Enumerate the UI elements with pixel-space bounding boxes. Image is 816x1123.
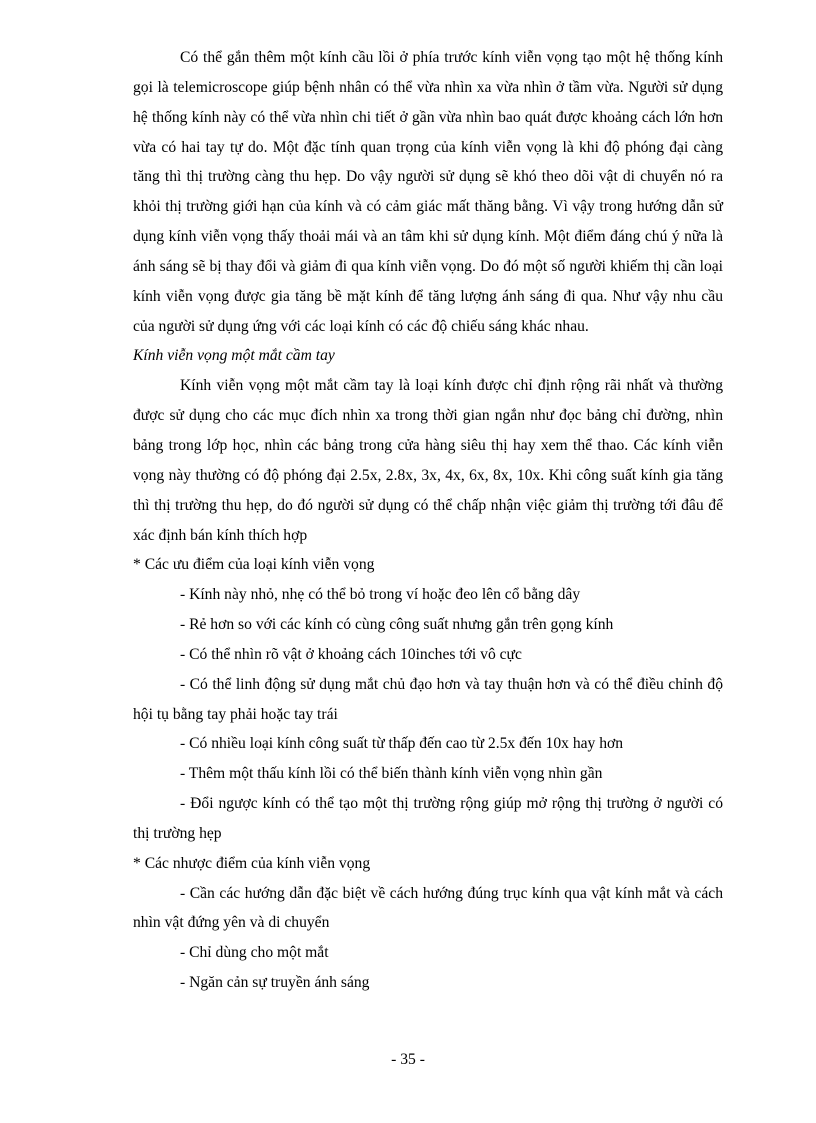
- disadvantages-title: * Các nhược điểm của kính viễn vọng: [133, 854, 371, 872]
- disadvantage-item: - Ngăn cản sự truyền ánh sáng: [180, 974, 370, 992]
- document-page: [133, 43, 723, 998]
- intro-paragraph: Có thể gắn thêm một kính cầu lồi ở phía trước kính viễn vọng tạo một hệ thống kính gọi là telemicroscope giúp bệnh nhân có thể vừa nhìn xa vừa nhìn ở tầm vừa. Người sử dụng hệ thống kính này có thể vừa nhìn chi tiết ở gần vừa nhìn bao quát được khoảng cách lớn hơn vừa có hai tay tự do. Một đặc tính quan trọng của kính viễn vọng là khi độ phóng đại càng tăng thì thị trường càng thu hẹp. Do vậy người sử dụng sẽ khó theo dõi vật di chuyển nó ra khỏi thị trường giới hạn của kính và có cảm giác mất thăng bằng. Vì vậy trong hướng dẫn sử dụng kính viễn vọng thấy thoải mái và an tâm khi sử dụng kính. Một điểm đáng chú ý nữa là ánh sáng sẽ bị thay đổi và giảm đi qua kính viễn vọng. Do đó một số người khiếm thị cần loại kính viễn vọng được gia tăng bề mặt kính để tăng lượng ánh sáng đi qua. Như vậy nhu cầu của người sử dụng ứng với các loại kính có các độ chiếu sáng khác nhau.: [133, 49, 723, 335]
- advantages-title: * Các ưu điểm của loại kính viễn vọng: [133, 556, 375, 574]
- section-heading: Kính viễn vọng một mắt cầm tay: [133, 347, 335, 365]
- advantage-item: - Có thể nhìn rõ vật ở khoảng cách 10inches tới vô cực: [180, 645, 522, 663]
- advantage-item: - Thêm một thấu kính lồi có thể biến thành kính viễn vọng nhìn gần: [180, 765, 603, 783]
- advantages-list: [133, 580, 723, 849]
- disadvantage-item: - Chỉ dùng cho một mắt: [180, 944, 329, 962]
- disadvantages-list: [133, 879, 723, 998]
- section-paragraph: Kính viễn vọng một mắt cầm tay là loại kính được chỉ định rộng rãi nhất và thường được sử dụng cho các mục đích nhìn xa trong thời gian ngắn như đọc bảng chỉ đường, nhìn bảng trong lớp học, nhìn các bảng trong cửa hàng siêu thị hay xem thể thao. Các kính viễn vọng này thường có độ phóng đại 2.5x, 2.8x, 3x, 4x, 6x, 8x, 10x. Khi công suất kính gia tăng thì thị trường thu hẹp, do đó người sử dụng có thể chấp nhận việc giảm thị trường tới đâu để xác định bán kính thích hợp: [133, 377, 723, 544]
- advantage-item: - Đổi ngược kính có thể tạo một thị trường rộng giúp mở rộng thị trường ở người có thị trường hẹp: [133, 795, 723, 842]
- advantage-item: - Rẻ hơn so với các kính có cùng công suất nhưng gắn trên gọng kính: [180, 616, 614, 634]
- page-number: - 35 -: [391, 1051, 425, 1068]
- advantage-item: - Có nhiều loại kính công suất từ thấp đến cao từ 2.5x đến 10x hay hơn: [180, 735, 624, 753]
- disadvantage-item: - Cần các hướng dẫn đặc biệt về cách hướng đúng trục kính qua vật kính mắt và cách nhìn vật đứng yên và di chuyển: [133, 884, 723, 932]
- advantage-item: - Có thể linh động sử dụng mắt chủ đạo hơn và tay thuận hơn và có thể điều chỉnh độ hội tụ bằng tay phải hoặc tay trái: [133, 675, 723, 723]
- advantage-item: - Kính này nhỏ, nhẹ có thể bỏ trong ví hoặc đeo lên cổ bằng dây: [180, 586, 581, 604]
